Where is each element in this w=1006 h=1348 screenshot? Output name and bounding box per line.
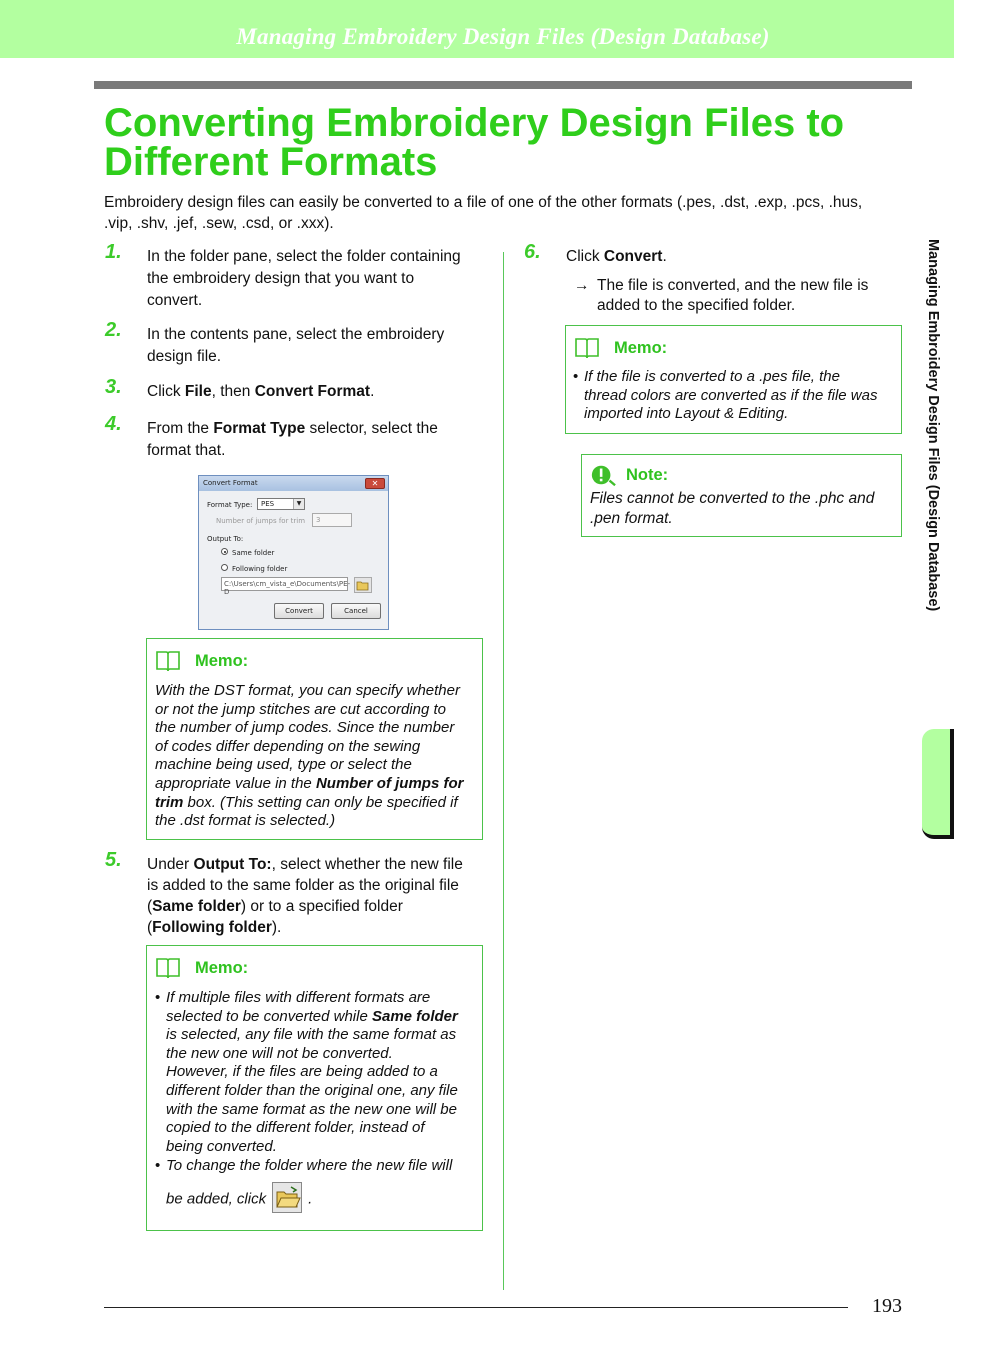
step-number: 4. (105, 413, 122, 435)
memo-text: selected to be converted while (166, 1007, 372, 1025)
text: Click (566, 248, 604, 265)
memo-line: • If the file is converted to a .pes file, the (584, 368, 840, 385)
step-line: the embroidery design that you want to (147, 270, 415, 287)
memo-text: . (308, 1190, 313, 1208)
text: . (662, 248, 667, 265)
step-3 (105, 376, 495, 405)
memo-line: However, if the files are being added to a (166, 1063, 438, 1081)
page-number: 193 (872, 1295, 902, 1317)
memo-text: be added, click (166, 1190, 267, 1208)
label-following-folder: Following folder (152, 919, 272, 936)
memo-box-multiple-files (146, 945, 483, 1231)
same-folder-radio[interactable] (221, 548, 228, 555)
page-title (104, 101, 904, 184)
button-name-convert: Convert (603, 248, 663, 265)
page-title-line-1: Converting Embroidery Design Files to (104, 101, 845, 145)
memo-header (574, 336, 667, 360)
text: Click (147, 383, 185, 400)
running-header-title: Managing Embroidery Design Files (Design Database) (236, 24, 770, 49)
text: ). (271, 919, 282, 936)
text: ( (147, 919, 153, 936)
page-title-line-2: Different Formats (104, 140, 438, 184)
memo-line: the .dst format is selected.) (155, 812, 336, 830)
memo-text: appropriate value in the (155, 774, 316, 792)
memo-line: machine being used, type or select the (155, 756, 412, 774)
memo-label: Memo: (614, 338, 668, 357)
memo-text: box. (This setting can only be specified if (183, 793, 458, 811)
jumps-stepper[interactable] (312, 513, 352, 527)
memo-line: of codes differ depending on the sewing (155, 737, 421, 755)
memo-line: or not the jump stitches are cut according to (155, 700, 446, 718)
side-tab-label (923, 239, 943, 713)
chevron-down-icon: ▼ (293, 499, 304, 509)
memo-line: copied to the different folder, instead of (166, 1119, 425, 1137)
memo-bold-term: Same folder (371, 1007, 458, 1025)
memo-line: • If multiple files with different formats are (166, 989, 431, 1006)
result-line: The file is converted, and the new file is (597, 277, 869, 294)
text: . (370, 383, 375, 400)
step-text (147, 854, 463, 938)
memo-label: Memo: (195, 958, 249, 977)
memo-body (155, 682, 477, 831)
output-to-label: Output To: (207, 535, 244, 543)
dialog-title: Convert Format (203, 479, 258, 487)
text: selector, select the (305, 420, 438, 437)
memo-bullet (155, 1157, 477, 1215)
step-text (147, 381, 374, 403)
following-folder-radio[interactable] (221, 564, 228, 571)
format-type-value: PES (261, 500, 275, 508)
side-tab-text: Managing Embroidery Design Files (Design Database) (925, 239, 941, 612)
cancel-button[interactable]: Cancel (331, 603, 381, 619)
memo-line: is selected, any file with the same format as (166, 1026, 457, 1044)
memo-header (155, 649, 248, 673)
format-type-label: Format Type: (207, 501, 253, 509)
intro-paragraph (104, 192, 904, 234)
step-line: In the folder pane, select the folder containing (147, 248, 461, 265)
intro-line-2: .vip, .shv, .jef, .sew, .csd, or .xxx). (104, 215, 334, 232)
step-text (566, 246, 667, 268)
step-4 (105, 413, 495, 464)
step-5 (105, 849, 495, 944)
memo-line: the new one will not be converted. (166, 1044, 393, 1062)
step-result (574, 276, 868, 316)
memo-body (155, 989, 477, 1215)
step-number: 5. (105, 849, 122, 871)
dialog-titlebar (199, 476, 388, 491)
memo-header (155, 956, 248, 980)
step-line: is added to the same folder as the original file (147, 877, 459, 894)
note-line: .pen format. (590, 510, 673, 527)
memo-body (573, 368, 898, 424)
memo-box-dst (146, 638, 483, 840)
convert-format-dialog (198, 475, 389, 630)
folder-browse-icon (272, 1182, 302, 1213)
step-text (147, 246, 461, 312)
step-line: design file. (147, 348, 222, 365)
memo-bold-term: trim (155, 793, 184, 811)
footer-rule (104, 1307, 848, 1308)
step-2 (105, 319, 495, 370)
note-box (581, 454, 902, 537)
step-number: 6. (524, 241, 541, 263)
memo-bullet (573, 368, 898, 424)
jumps-label: Number of jumps for trim (216, 517, 306, 525)
memo-line: • To change the folder where the new file will (166, 1157, 453, 1175)
label-same-folder: Same folder (152, 898, 241, 915)
menu-name-file: File (184, 383, 212, 400)
book-icon (155, 649, 181, 673)
note-label: Note: (626, 465, 669, 484)
memo-box-pes (565, 325, 902, 434)
text: Under (147, 856, 194, 873)
convert-button[interactable]: Convert (274, 603, 324, 619)
side-tab-marker (922, 729, 954, 839)
arrow-right-icon: → (574, 277, 590, 294)
step-number: 1. (105, 241, 122, 263)
memo-line: being converted. (166, 1137, 277, 1155)
book-icon (155, 956, 181, 980)
folder-path-input[interactable] (221, 577, 351, 596)
memo-label: Memo: (195, 651, 249, 670)
step-1 (105, 241, 495, 316)
memo-line: imported into Layout & Editing. (584, 405, 789, 423)
text: ) or to a specified folder (240, 898, 403, 915)
note-line: Files cannot be converted to the .phc and (590, 490, 875, 507)
text: , select whether the new file (271, 856, 463, 873)
jumps-value: 3 (316, 516, 321, 524)
memo-line: with the same format as the new one will be (166, 1100, 457, 1118)
step-6 (524, 241, 904, 322)
text: ( (147, 898, 153, 915)
text: From the (147, 420, 214, 437)
column-divider (503, 252, 504, 1290)
note-body (590, 489, 898, 529)
memo-line: With the DST format, you can specify whether (155, 682, 460, 699)
menu-name-convert-format: Convert Format (254, 383, 371, 400)
step-line: convert. (147, 292, 203, 309)
result-line: added to the specified folder. (597, 297, 796, 314)
memo-bold-term: Number of jumps for (315, 774, 464, 792)
step-line: format that. (147, 442, 226, 459)
close-icon[interactable]: ✕ (365, 478, 385, 489)
memo-line: the number of jump codes. Since the number (155, 719, 455, 737)
memo-bullet (155, 989, 477, 1156)
label-output-to: Output To: (193, 856, 272, 873)
browse-folder-icon[interactable] (354, 577, 372, 593)
book-icon (574, 336, 600, 360)
text: , then (211, 383, 255, 400)
memo-line: thread colors are converted as if the file was (584, 386, 878, 404)
note-header (590, 463, 668, 487)
folder-path-value: C:\Users\cm_vista_e\Documents\PE-D (224, 580, 351, 596)
warning-icon (590, 463, 616, 487)
step-line: In the contents pane, select the embroidery (147, 326, 445, 343)
intro-line-1: Embroidery design files can easily be converted to a file of one of the other formats (.pes, .dst, .exp, .pcs, .hus, (104, 194, 863, 211)
same-folder-label: Same folder (232, 549, 275, 557)
step-number: 3. (105, 376, 122, 398)
step-number: 2. (105, 319, 122, 341)
following-folder-label: Following folder (232, 565, 288, 573)
memo-line: different folder than the original one, any file (166, 1081, 458, 1099)
step-text (147, 418, 438, 462)
format-type-select[interactable] (257, 498, 305, 510)
title-rule (94, 81, 912, 89)
step-text (147, 324, 444, 368)
label-format-type: Format Type (213, 420, 306, 437)
